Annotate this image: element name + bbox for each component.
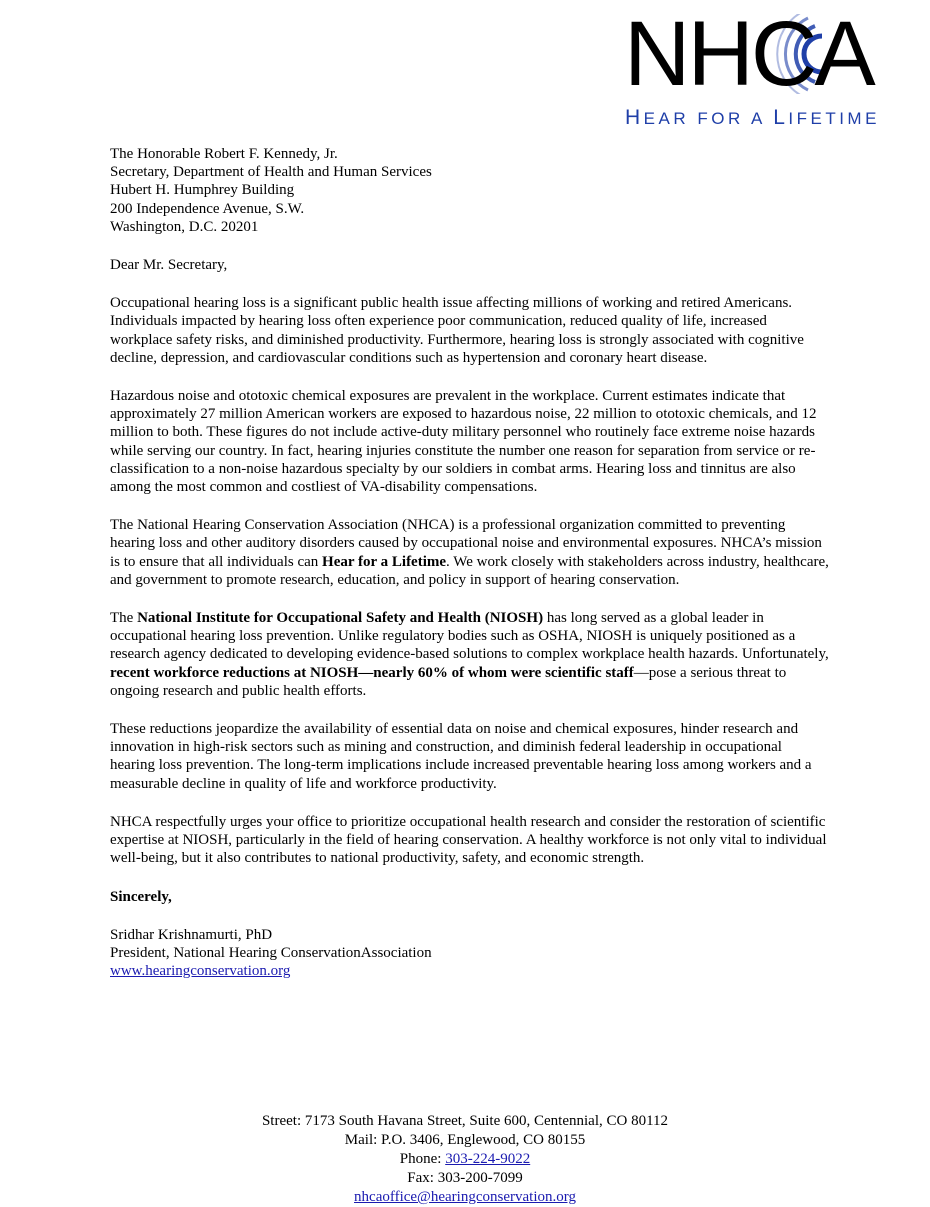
paragraph-3 xyxy=(110,516,830,589)
phone-link[interactable]: 303-224-9022 xyxy=(445,1151,531,1167)
signer-title: President, National Hearing ConservationAssociation xyxy=(110,944,432,961)
website-link[interactable]: www.hearingconservation.org xyxy=(110,963,291,980)
letter-body xyxy=(110,145,830,980)
signoff: Sincerely, xyxy=(110,888,172,905)
letterhead-footer xyxy=(0,1112,930,1207)
paragraph-4-text: The xyxy=(110,610,138,627)
paragraph-3-text: The National Hearing Conservation Association (NHCA) is a professional organization committed to preventing hearing loss and other auditory disorders caused by occupational noise and environmental exposures. NHCA’s mission is to ensure that all individuals can xyxy=(110,517,822,570)
email-link[interactable]: nhcaoffice@hearingconservation.org xyxy=(354,1189,576,1205)
signer-name: Sridhar Krishnamurti, PhD xyxy=(110,926,273,943)
paragraph-4-bold-niosh: National Institute for Occupational Safety and Health (NIOSH) xyxy=(137,610,544,627)
paragraph-6: NHCA respectfully urges your office to prioritize occupational health research and consider the restoration of scientific expertise at NIOSH, particularly in the field of hearing conservation. A healthy workforce is not only vital to individual well-being, but it also contributes to national productivity, safety, and economic strength. xyxy=(110,813,827,867)
recipient-address xyxy=(110,145,830,236)
signature-block xyxy=(110,926,830,981)
logo-tagline: HEAR FOR A LIFETIME xyxy=(625,106,880,129)
footer-street: Street: 7173 South Havana Street, Suite 600, Centennial, CO 80112 xyxy=(261,1113,669,1129)
footer-phone xyxy=(0,1150,930,1169)
paragraph-2: Hazardous noise and ototoxic chemical exposures are prevalent in the workplace. Current estimates indicate that approximately 27 million American workers are exposed to hazardous noise, 22 million to ototoxic chemicals, and 12 million to both. These figures do not include active-duty military personnel who routinely face extreme noise hazards while serving our country. In fact, hearing injuries constitute the number one reason for separation from service or re-classification to a non-noise hazardous specialty by our soldiers in combat arms. Hearing loss and tinnitus are also among the most common and costliest of VA-disability compensations. xyxy=(110,388,817,496)
address-line: Washington, D.C. 20201 xyxy=(110,218,259,235)
paragraph-3-bold: Hear for a Lifetime xyxy=(322,553,447,570)
address-line: Secretary, Department of Health and Human Services xyxy=(110,164,432,181)
logo-wordmark: NHCA xyxy=(624,3,873,105)
footer-mail: Mail: P.O. 3406, Englewood, CO 80155 xyxy=(344,1132,586,1148)
paragraph-4 xyxy=(110,609,830,700)
paragraph-4-bold-reductions: recent workforce reductions at NIOSH—nearly 60% of whom were scientific staff xyxy=(110,664,634,681)
nhca-logo xyxy=(620,3,910,130)
paragraph-1: Occupational hearing loss is a significant public health issue affecting millions of working and retired Americans. Individuals impacted by hearing loss often experience poor communication, reduced quality of life, increased workplace safety risks, and diminished productivity. Furthermore, hearing loss is strongly associated with cognitive decline, depression, and cardiovascular conditions such as hypertension and coronary heart disease. xyxy=(110,295,804,366)
tagline-word-1: EAR xyxy=(643,109,690,128)
tagline-word-2: FOR A xyxy=(697,109,765,128)
address-line: 200 Independence Avenue, S.W. xyxy=(110,200,305,217)
tagline-word-3: IFETIME xyxy=(788,109,880,128)
address-line: Hubert H. Humphrey Building xyxy=(110,182,295,199)
paragraph-5: These reductions jeopardize the availability of essential data on noise and chemical exposures, hinder research and innovation in high-risk sectors such as mining and construction, and diminish federal leadership in occupational hearing loss prevention. The long-term implications include increased preventable hearing loss among workers and a measurable decline in quality of life and workforce productivity. xyxy=(110,721,812,792)
footer-fax: Fax: 303-200-7099 xyxy=(407,1170,523,1186)
salutation: Dear Mr. Secretary, xyxy=(110,257,228,274)
paragraph-3-text-end: . We work closely with stakeholders across industry, healthcare, and government to promote research, education, and policy in support of hearing conservation. xyxy=(110,553,829,588)
phone-label: Phone: xyxy=(399,1151,446,1167)
paragraph-4-text-mid: has long served as a global leader in occupational hearing loss prevention. Unlike regulatory bodies such as OSHA, NIOSH is uniquely positioned as a research agency dedicated to developing evidence-based solutions to complex workplace health hazards. Unfortunately, xyxy=(110,610,829,663)
address-line: The Honorable Robert F. Kennedy, Jr. xyxy=(110,146,338,162)
paragraph-4-text-end: —pose a serious threat to ongoing research and public health efforts. xyxy=(110,664,787,699)
